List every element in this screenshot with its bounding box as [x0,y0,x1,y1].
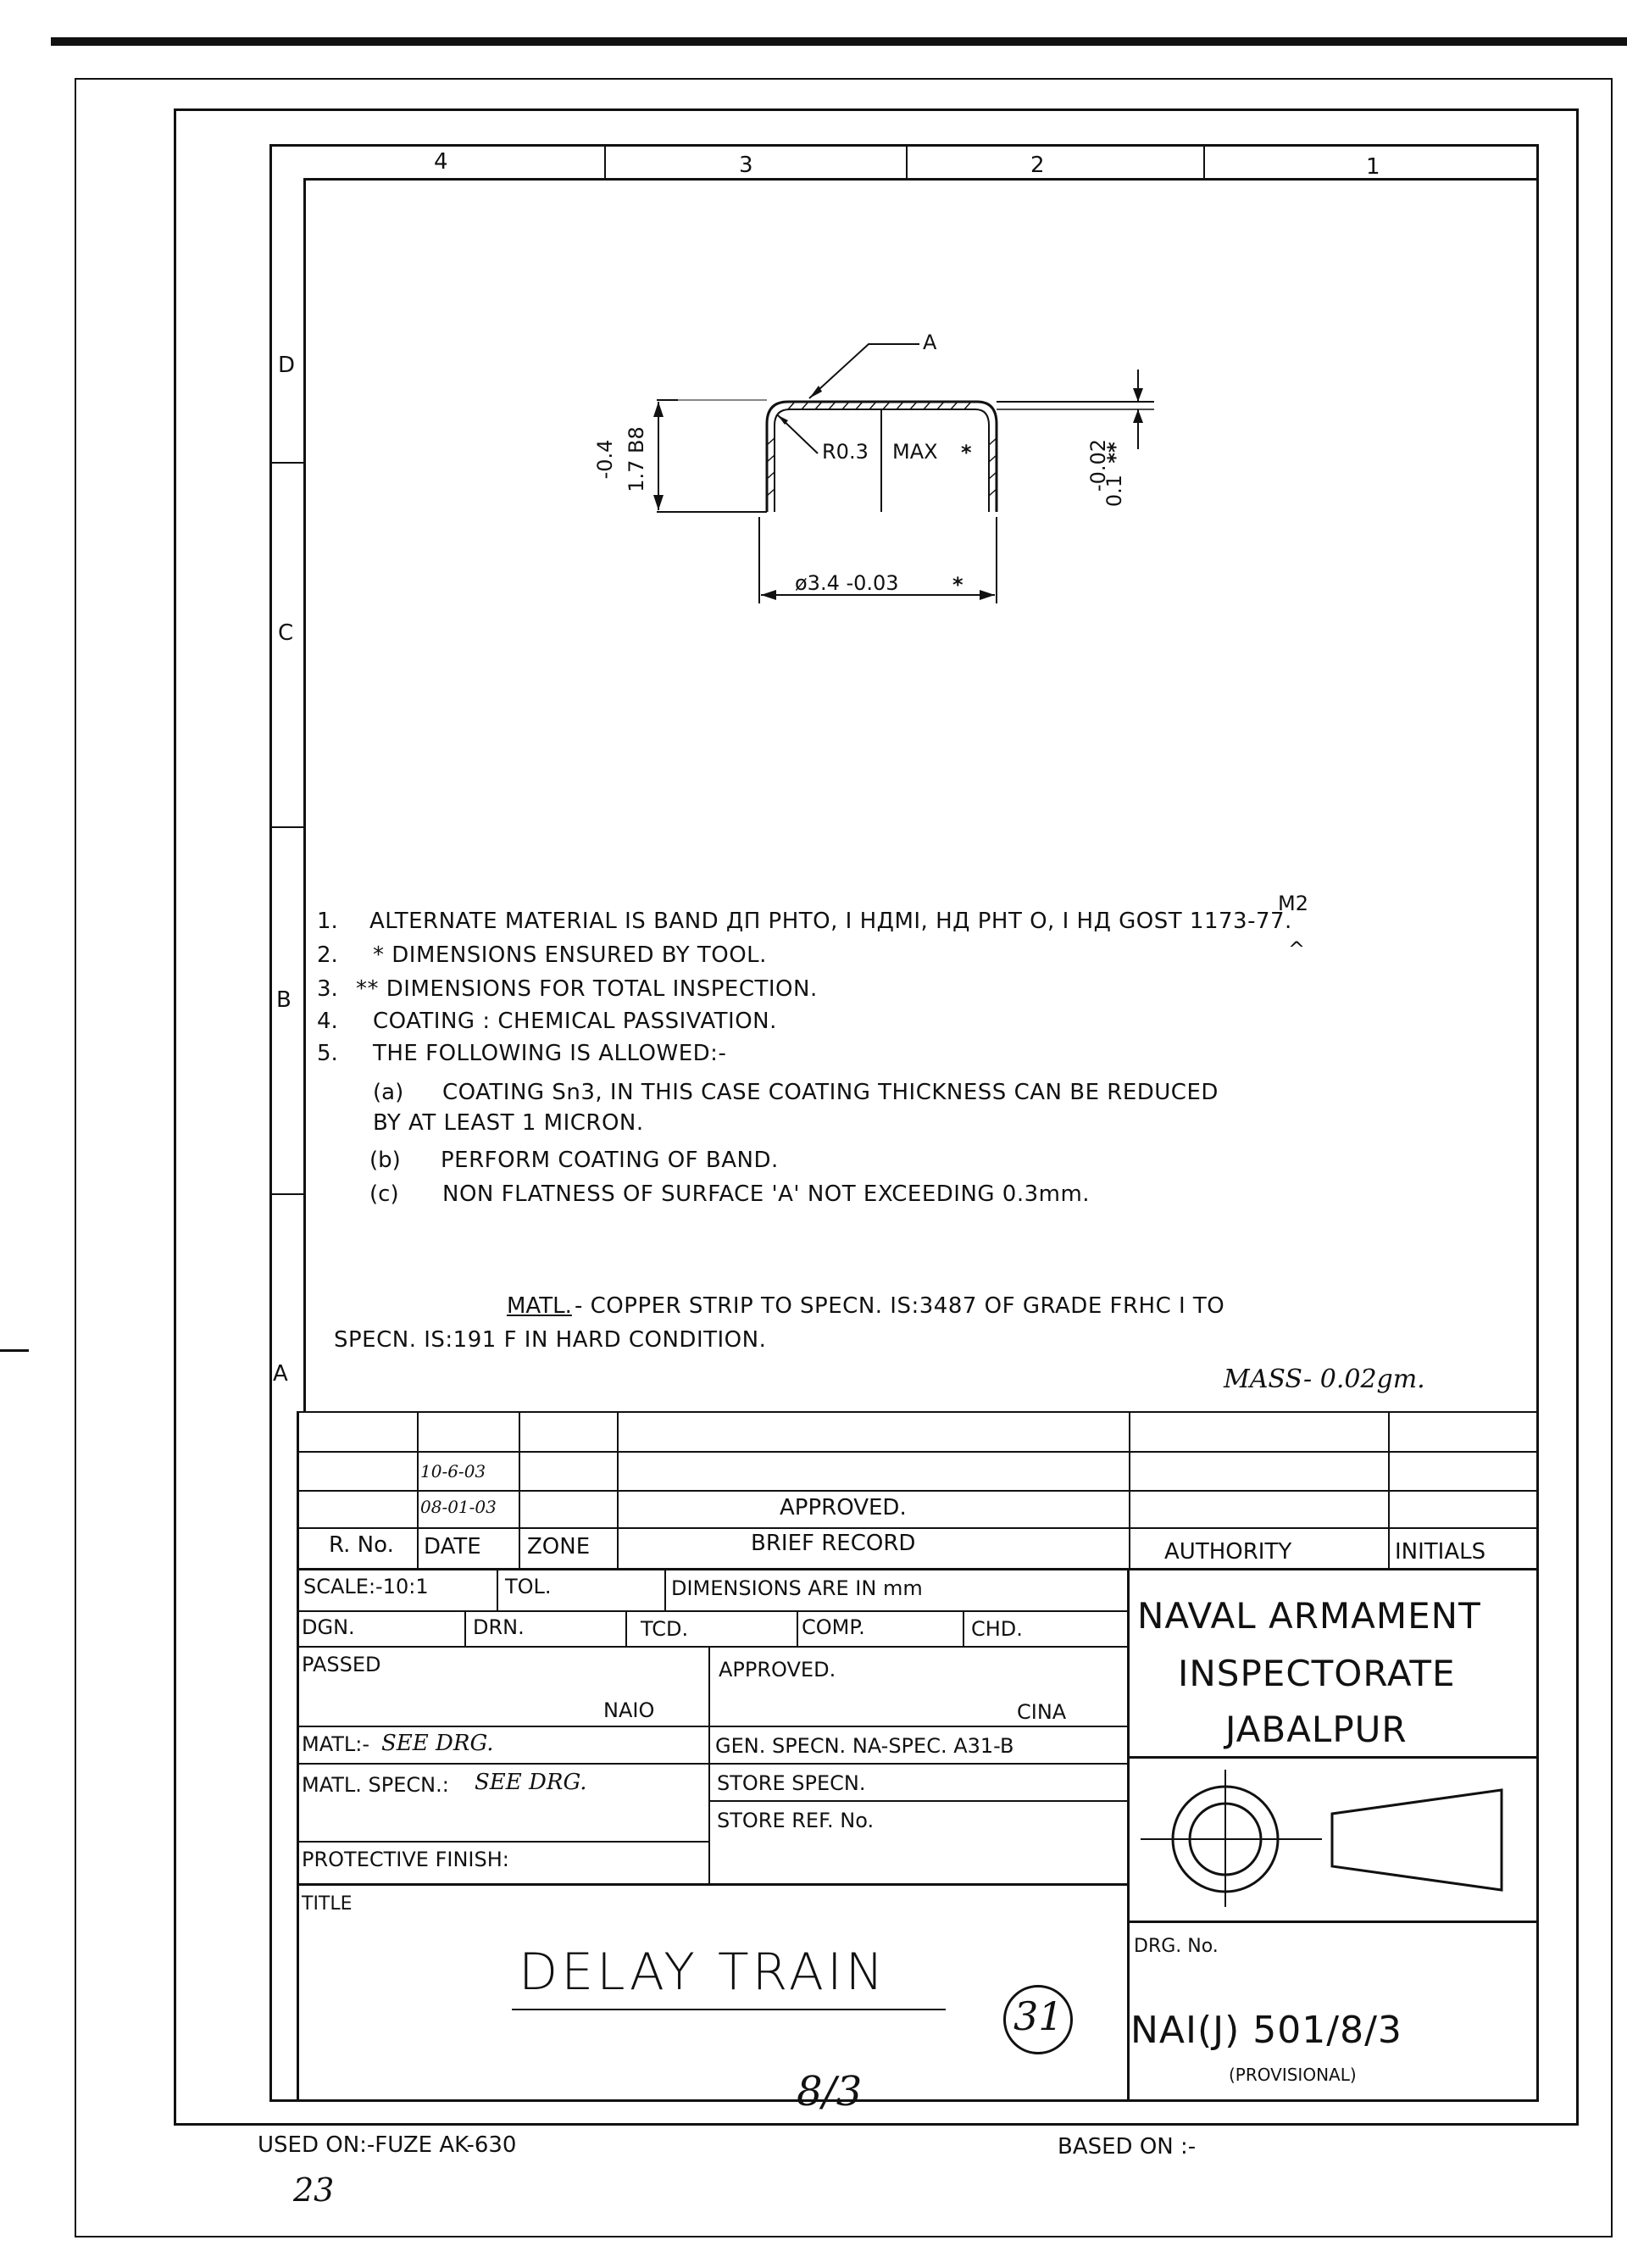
material-line2: SPECN. IS:191 F IN HARD CONDITION. [334,1327,767,1353]
matl-specn-value: SEE DRG. [475,1770,587,1795]
note-text: ** DIMENSIONS FOR TOTAL INSPECTION. [356,976,818,1002]
revision-header-rno: R. No. [329,1532,394,1558]
note-num: 4. [317,1009,338,1034]
height-dim: 1.7 B8 [625,426,648,492]
dimensions-label: DIMENSIONS ARE IN mm [671,1576,923,1600]
handwritten-number: 23 [293,2171,335,2209]
note-num: 1. [317,909,338,934]
based-on-label: BASED ON :- [1058,2134,1197,2160]
drawing-label-a: A [923,331,937,354]
diameter-star: * [952,573,963,597]
sub-note-text: COATING Sn3, IN THIS CASE COATING THICKNESS CAN BE REDUCED [442,1080,1219,1105]
zone-col-3: 3 [739,153,753,178]
sub-note-text: PERFORM COATING OF BAND. [441,1148,779,1173]
scan-left-mark [0,1349,29,1352]
drawing-title: DELAY TRAIN [519,1943,887,2002]
projection-symbol [1136,1763,1534,1915]
revision-header-date: DATE [424,1534,481,1559]
revision-record: APPROVED. [780,1495,907,1520]
cina-label: CINA [1017,1700,1067,1724]
tol-label: TOL. [505,1575,552,1598]
scan-top-bar [51,37,1627,46]
passed-label: PASSED [302,1653,381,1676]
drn-label: DRN. [473,1615,525,1639]
zone-row-a: A [273,1361,288,1387]
sub-note-cont: BY AT LEAST 1 MICRON. [373,1110,644,1136]
note-num: 5. [317,1041,338,1066]
comp-label: COMP. [802,1615,865,1639]
thickness-mark: ** [1103,442,1127,464]
zone-col-4: 4 [434,149,448,175]
note-insert-m2: M2 [1278,892,1308,915]
radius-separator [880,409,882,411]
drg-number: NAI(J) 501/8/3 [1130,2009,1402,2052]
drg-label: DRG. No. [1134,1936,1219,1957]
gen-specn-label: GEN. SPECN. NA-SPEC. A31-B [715,1734,1014,1758]
zone-row-c: C [278,620,294,646]
org-line1: NAVAL ARMAMENT [1137,1595,1481,1637]
org-line3: JABALPUR [1225,1709,1408,1750]
protective-finish-label: PROTECTIVE FINISH: [302,1848,509,1871]
matl-specn-label: MATL. SPECN.: [302,1773,449,1797]
thickness-tol: -0.02 [1086,438,1110,492]
note-text: * DIMENSIONS ENSURED BY TOOL. [373,942,767,968]
zone-col-1: 1 [1366,154,1380,180]
dgn-label: DGN. [302,1615,355,1639]
page-mark: 8/3 [797,2068,863,2115]
revision-header-brief: BRIEF RECORD [751,1531,916,1556]
title-label: TITLE [302,1893,353,1915]
material-line1: - COPPER STRIP TO SPECN. IS:3487 OF GRADE FRHC I TO [575,1293,1225,1319]
height-tol: -0.4 [593,439,617,480]
zone-col-2: 2 [1030,153,1045,178]
note-num: 3. [317,976,338,1002]
max-label: MAX [892,440,938,464]
sub-note-id: (a) [373,1080,404,1105]
revision-date: 10-6-03 [420,1461,486,1481]
note-num: 2. [317,942,338,968]
tcd-label: TCD. [641,1617,689,1641]
used-on-label: USED ON:-FUZE AK-630 [258,2132,517,2158]
material-label: MATL. [507,1293,572,1319]
sub-note-text: NON FLATNESS OF SURFACE 'A' NOT EXCEEDING 0.3mm. [442,1181,1091,1207]
revision-date: 08-01-03 [420,1497,497,1517]
max-star: * [961,441,972,464]
revision-header-authority: AUTHORITY [1164,1539,1292,1565]
provisional-label: (PROVISIONAL) [1229,2065,1357,2085]
zone-row-d: D [278,353,296,378]
note-text: ALTERNATE MATERIAL IS BAND ДП PHTO, I НДМI, НД PHT O, I НД GOST 1173-77. [369,909,1292,934]
naio-label: NAIO [603,1698,655,1722]
org-line2: INSPECTORATE [1178,1653,1456,1694]
revision-header-zone: ZONE [527,1534,591,1559]
thickness-dim: 0.1 [1102,474,1126,508]
note-text: COATING : CHEMICAL PASSIVATION. [373,1009,777,1034]
chd-label: CHD. [971,1617,1023,1641]
title-underline [512,2009,946,2010]
sub-note-id: (c) [369,1181,399,1207]
diameter-label: ø3.4 -0.03 [795,571,899,595]
store-ref-label: STORE REF. No. [717,1809,875,1832]
mass-label: MASS- 0.02gm. [1224,1365,1425,1394]
note-text: THE FOLLOWING IS ALLOWED:- [373,1041,727,1066]
approved-label: APPROVED. [719,1658,836,1682]
zone-row-b: B [276,987,292,1013]
radius-label: R0.3 [822,440,869,464]
store-specn-label: STORE SPECN. [717,1771,866,1795]
matl-value: SEE DRG. [381,1731,494,1756]
scale-label: SCALE:-10:1 [303,1575,429,1598]
sub-note-id: (b) [369,1148,401,1173]
circled-number-text: 31 [1013,1993,1063,2039]
matl-label: MATL:- [302,1732,370,1756]
note-caret: ^ [1288,937,1306,961]
revision-header-initials: INITIALS [1395,1539,1486,1565]
